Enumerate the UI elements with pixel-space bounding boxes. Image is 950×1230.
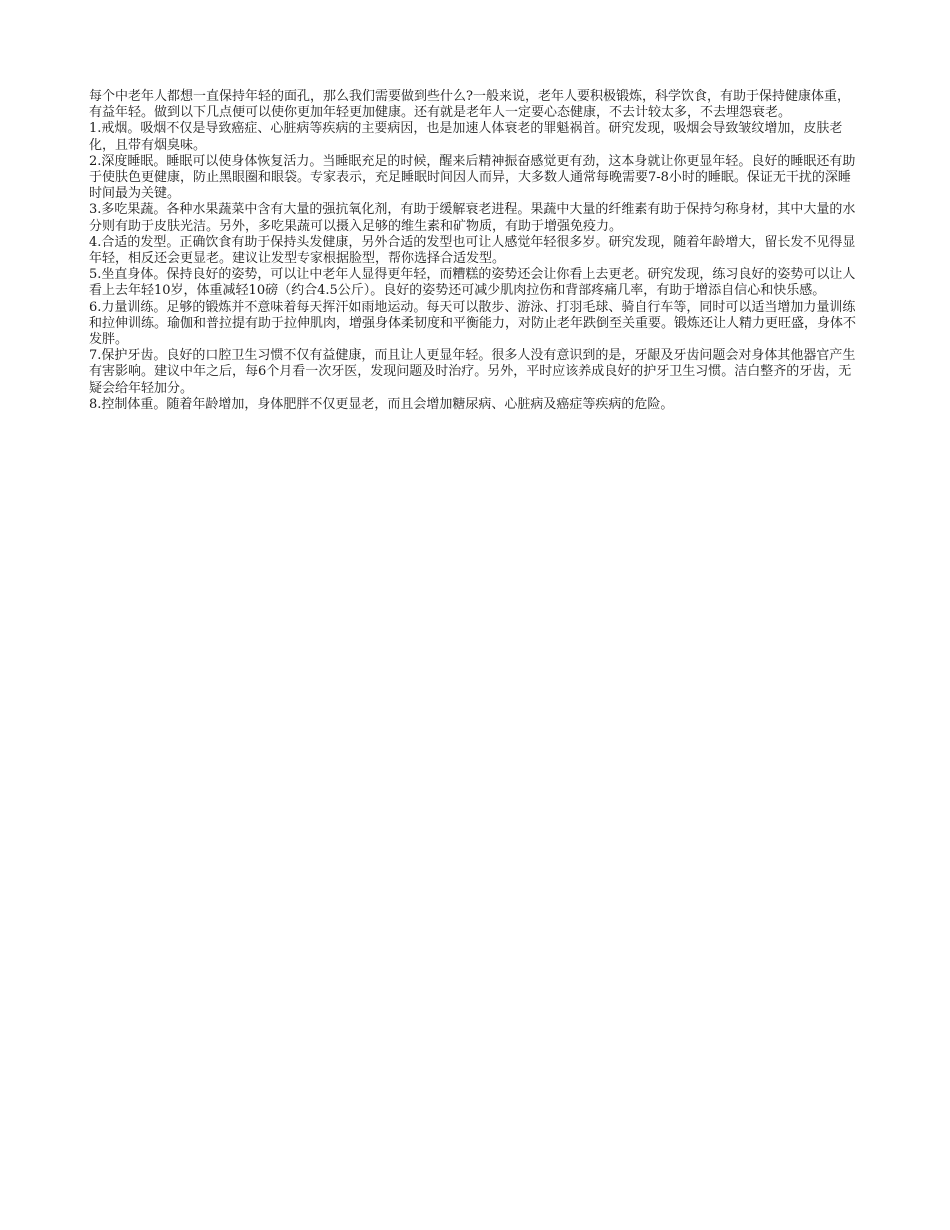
intro-paragraph: 每个中老年人都想一直保持年轻的面孔，那么我们需要做到些什么?一般来说，老年人要积极锻炼，科学饮食，有助于保持健康体重，有益年轻。做到以下几点便可以使你更加年轻更加健康。还有就是老年人一定要心态健康，不去计较太多，不去埋怨衰老。 xyxy=(89,89,850,121)
list-item: 3.多吃果蔬。各种水果蔬菜中含有大量的强抗氧化剂，有助于缓解衰老进程。果蔬中大量的纤维素有助于保持匀称身材，其中大量的水分则有助于皮肤光洁。另外，多吃果蔬可以摄入足够的维生素和矿物质，有助于增强免疫力。 xyxy=(89,202,856,234)
list-item: 4.合适的发型。正确饮食有助于保持头发健康，另外合适的发型也可让人感觉年轻很多岁。研究发现，随着年龄增大，留长发不见得显年轻，相反还会更显老。建议让发型专家根据脸型，帮你选择合适发型。 xyxy=(89,234,856,267)
list-item: 1.戒烟。吸烟不仅是导致癌症、心脏病等疾病的主要病因，也是加速人体衰老的罪魁祸首。研究发现，吸烟会导致皱纹增加，皮肤老化，且带有烟臭味。 xyxy=(89,121,843,153)
list-item: 7.保护牙齿。良好的口腔卫生习惯不仅有益健康，而且让人更显年轻。很多人没有意识到的是，牙龈及牙齿问题会对身体其他器官产生有害影响。建议中年之后，每6个月看一次牙医，发现问题及时治疗。另外，平时应该养成良好的护牙卫生习惯。洁白整齐的牙齿，无疑会给年轻加分。 xyxy=(89,348,856,396)
list-item: 2.深度睡眠。睡眠可以使身体恢复活力。当睡眠充足的时候，醒来后精神振奋感觉更有劲，这本身就让你更显年轻。良好的睡眠还有助于使肤色更健康，防止黑眼圈和眼袋。专家表示，充足睡眠时间因人而异，大多数人通常每晚需要7-8小时的睡眠。保证无干扰的深睡时间最为关键。 xyxy=(89,153,856,202)
list-item: 8.控制体重。随着年龄增加，身体肥胖不仅更显老，而且会增加糖尿病、心脏病及癌症等疾病的危险。 xyxy=(89,396,674,412)
list-item: 6.力量训练。足够的锻炼并不意味着每天挥汗如雨地运动。每天可以散步、游泳、打羽毛球、骑自行车等，同时可以适当增加力量训练和拉伸训练。瑜伽和普拉提有助于拉伸肌肉，增强身体柔韧度和平衡能力，对防止老年跌倒至关重要。锻炼还让人精力更旺盛，身体不发胖。 xyxy=(89,299,857,348)
list-item: 5.坐直身体。保持良好的姿势，可以让中老年人显得更年轻，而糟糕的姿势还会让你看上去更老。研究发现，练习良好的姿势可以让人看上去年轻10岁，体重减轻10磅（约合4.5公斤）。良好的姿势还可减少肌肉拉伤和背部疼痛几率，有助于增添自信心和快乐感。 xyxy=(89,267,856,299)
document-body xyxy=(89,89,861,413)
